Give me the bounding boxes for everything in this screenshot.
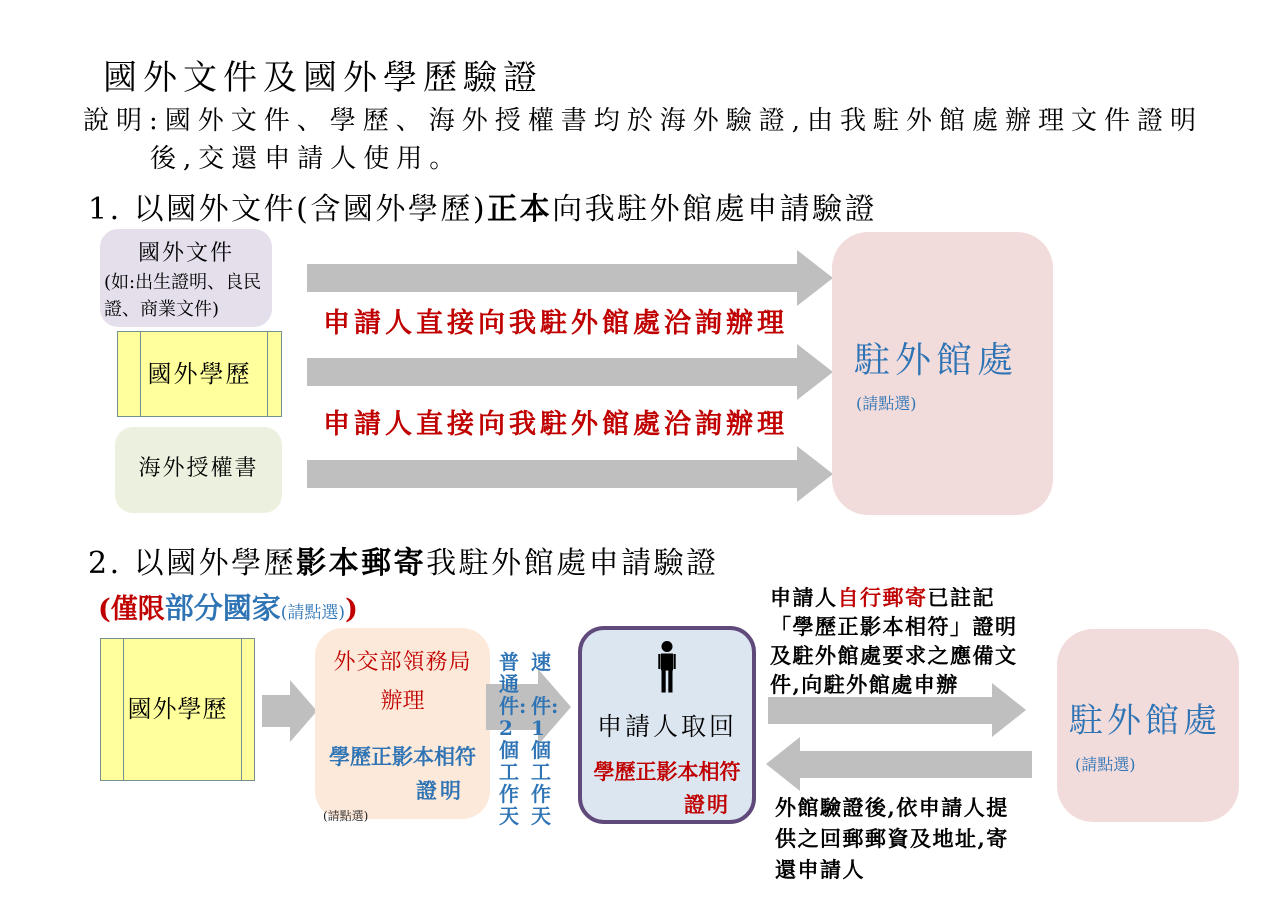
boca-line-2: 辦理 [380,689,425,714]
mail-note-line1-prefix: 申請人 [770,585,838,610]
applicant-pickup-box [578,626,756,824]
foreign-diploma-label-2: 國外學歷 [127,695,228,723]
overseas-mission-2-title: 駐外館處 [1069,701,1221,741]
arrow-label-1: 申請人直接向我駐外館處洽詢辦理 [323,308,788,339]
arrow-label-2: 申請人直接向我駐外館處洽詢辦理 [323,409,788,440]
applicant-cert-line-2: 證明 [684,792,730,817]
overseas-mission-box[interactable] [832,232,1053,515]
processing-time-express-gap [531,673,553,695]
mail-note-line-2: 「學歷正影本相符」證明 [770,614,1018,639]
processing-time-regular: 普通件:2個工作天 [499,650,527,828]
section1-heading [88,184,877,228]
applicant-pickup-title: 申請人取回 [596,712,737,741]
foreign-diploma-box [117,331,282,417]
section2-heading-suffix: 我駐外館處申請驗證 [426,546,719,581]
processing-time-express-rest: 件:1個工作天 [531,694,559,828]
processing-time-express [531,650,559,828]
mail-note-line-4: 件,向駐外館處申辦 [770,672,959,697]
boca-line-4: 證明 [416,778,464,803]
restriction-note[interactable]: (請點選) [280,603,346,623]
foreign-documents-box [100,229,272,327]
section1-heading-prefix: 1. 以國外文件(含國外學歷) [88,192,488,227]
diploma2-rule-left [123,639,124,780]
overseas-mission-box-2[interactable] [1057,629,1239,822]
boca-line-3: 學歷正影本相符 [329,744,476,769]
diploma2-rule-right [241,639,242,780]
overseas-mission-title: 駐外館處 [854,340,1019,381]
overseas-mission-subtitle: (請點選) [856,394,917,413]
boca-office-box[interactable] [315,628,490,823]
return-note-line-1: 外館驗證後,依申請人提 [775,795,1009,820]
foreign-documents-title: 國外文件 [137,241,234,266]
mail-note-line-1 [770,583,1075,612]
mail-note [770,583,1075,699]
return-note-line-2: 供之回郵郵資及地址,寄 [775,826,1009,851]
section2-heading-prefix: 2. 以國外學歷 [88,546,297,581]
page-title: 國外文件及國外學歷驗證 [103,58,543,98]
section2-heading [88,538,719,582]
description-line-1: 說明:國外文件、學歷、海外授權書均於海外驗證,由我駐外館處辦理文件證明 [83,106,1204,136]
diploma-rule-right [267,332,268,416]
overseas-mission-2-subtitle: (請點選) [1075,755,1136,774]
boca-line-1: 外交部領務局 [333,650,472,675]
mail-note-line1-red: 自行郵寄 [837,585,928,610]
section1-heading-suffix: 向我駐外館處申請驗證 [552,192,878,227]
applicant-cert-line-1: 學歷正影本相符 [593,759,741,784]
boca-note: (請點選) [323,809,369,823]
overseas-authorization-label: 海外授權書 [138,456,259,481]
description-line-2: 後,交還申請人使用。 [150,144,463,174]
section2-heading-bold: 影本郵寄 [296,546,427,581]
overseas-authorization-box [115,427,282,513]
foreign-diploma-box-2 [100,638,255,781]
person-icon [582,630,752,698]
mail-note-line-3: 及駐外館處要求之應備文 [770,643,1018,668]
restriction-close: ) [345,594,358,625]
restriction-open: (僅限 [98,594,165,625]
diploma-rule-left [140,332,141,416]
processing-time-express-head: 速 [531,650,551,674]
restriction-countries[interactable]: 部分國家 [164,591,281,625]
mail-note-line1-suffix: 已註記 [927,585,995,610]
return-note-line-3: 還申請人 [775,857,865,882]
foreign-diploma-label: 國外學歷 [147,360,252,388]
section1-heading-bold: 正本 [487,192,553,227]
country-restriction[interactable] [98,586,358,627]
return-note [775,792,1075,885]
foreign-documents-subtitle: (如:出生證明、良民證、商業文件) [104,272,262,320]
